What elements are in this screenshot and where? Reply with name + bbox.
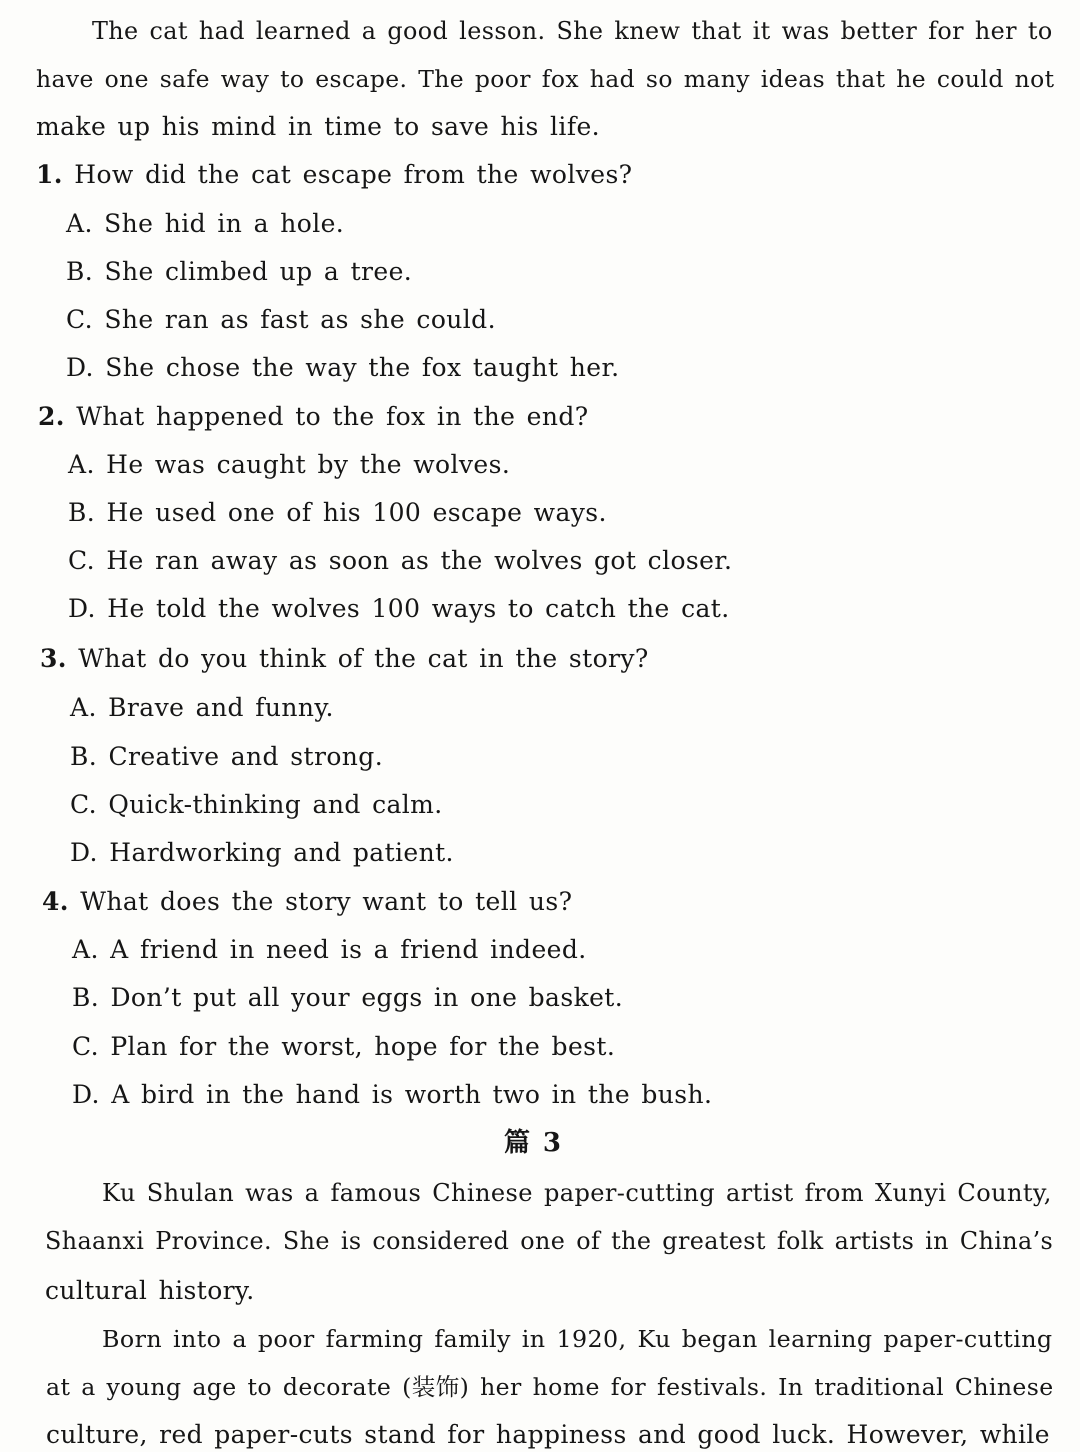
question-4-option-d: D. A bird in the hand is worth two in the bush. [72,1080,713,1109]
question-1-option-b: B. She climbed up a tree. [66,257,413,286]
question-4-option-c: C. Plan for the worst, hope for the best. [72,1032,616,1061]
passage-text-line: Shaanxi Province. She is considered one of the greatest folk artists in China’s [45,1227,1054,1255]
question-2-option-b: B. He used one of his 100 escape ways. [68,498,607,527]
question-3-option-a: A. Brave and funny. [70,693,334,722]
passage-text-line: Born into a poor farming family in 1920, Ku began learning paper-cutting [102,1325,1053,1353]
question-text: How did the cat escape from the wolves? [74,160,633,189]
question-3-option-c: C. Quick-thinking and calm. [70,790,443,819]
question-4-stem [42,887,572,917]
question-1-option-c: C. She ran as fast as she could. [66,305,496,334]
section-heading: 篇 3 [504,1128,562,1158]
question-number: 3. [40,644,67,673]
question-number: 4. [42,887,69,916]
question-1-option-a: A. She hid in a hole. [66,209,345,238]
question-2-option-c: C. He ran away as soon as the wolves got closer. [68,546,733,575]
question-text: What does the story want to tell us? [80,887,573,916]
passage-text-line: at a young age to decorate (装饰) her home for festivals. In traditional Chinese [46,1373,1054,1401]
question-number: 1. [36,160,63,189]
passage-text-line: Ku Shulan was a famous Chinese paper-cutting artist from Xunyi County, [102,1179,1052,1207]
question-text: What happened to the fox in the end? [76,402,589,431]
passage-text-line: make up his mind in time to save his life. [36,112,601,141]
passage-text-line: have one safe way to escape. The poor fox had so many ideas that he could not [36,65,1055,93]
question-text: What do you think of the cat in the story? [78,644,649,673]
question-1-stem [36,160,632,190]
question-2-option-d: D. He told the wolves 100 ways to catch the cat. [68,594,730,623]
question-2-option-a: A. He was caught by the wolves. [68,450,511,479]
question-3-stem [40,644,649,674]
passage-text-line: cultural history. [45,1276,255,1305]
passage-text-line: culture, red paper-cuts stand for happiness and good luck. However, while [46,1420,1050,1449]
question-4-option-b: B. Don’t put all your eggs in one basket. [72,983,624,1012]
passage-text-line: The cat had learned a good lesson. She knew that it was better for her to [92,17,1053,45]
question-4-option-a: A. A friend in need is a friend indeed. [72,935,587,964]
question-2-stem [38,402,589,432]
question-1-option-d: D. She chose the way the fox taught her. [66,353,620,382]
question-3-option-d: D. Hardworking and patient. [70,838,454,867]
question-number: 2. [38,402,65,431]
question-3-option-b: B. Creative and strong. [70,742,384,771]
